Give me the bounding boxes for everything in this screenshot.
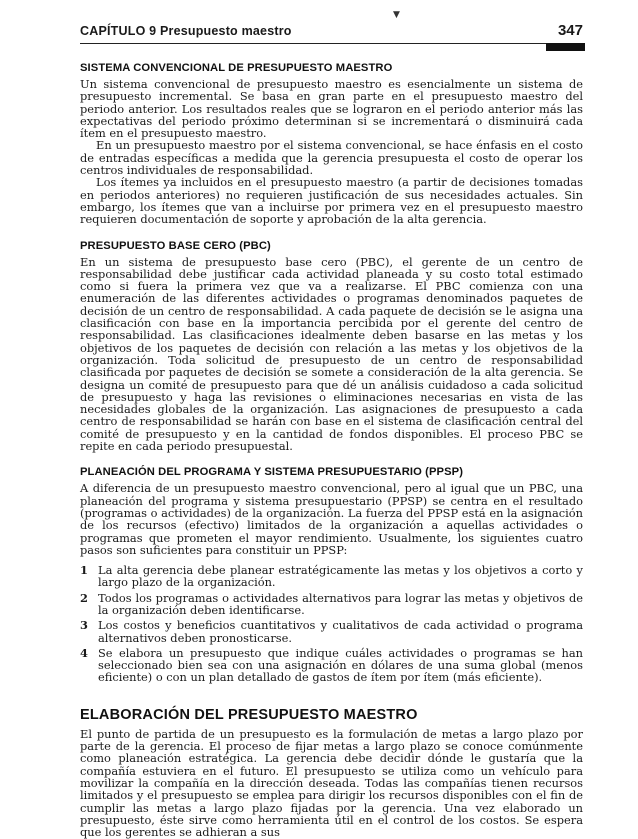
list-number: 3 [80,618,88,633]
list-text: Todos los programas o actividades alternativos para lograr las metas y objetivos de la organización deben identificarse. [98,590,583,617]
paragraph: Los ítemes ya incluidos en el presupuesto maestro (a partir de decisiones tomadas en periodos anteriores) no requieren justificación de sus necesidades actuales. Sin embargo, los ítemes que van a incluirse por primera vez en el presupuesto maestro requieren documentación de soporte y aprobación de la alta gerencia. [80,175,583,227]
section-heading: PRESUPUESTO BASE CERO (PBC) [80,239,271,252]
corner-mark: ▼ [393,10,400,20]
list-item [80,619,583,644]
list-text: La alta gerencia debe planear estratégicamente las metas y los objetivos a corto y largo plazo de la organización. [98,563,583,590]
section-heading: PLANEACIÓN DEL PROGRAMA Y SISTEMA PRESUPUESTARIO (PPSP) [80,466,464,479]
running-header [80,24,585,54]
paragraph: En un sistema de presupuesto base cero (PBC), el gerente de un centro de responsabilidad debe justificar cada actividad planeada y su costo total estimado como si fuera la primera vez que va a realizarse. El PBC comienza con una enumeración de las diferentes actividades o programas denominados paquetes de decisión de un centro de responsabilidad. A cada paquete de decisión se le asigna una clasificación con base en la importancia percibida por el gerente del centro de responsabilidad. Las clasificaciones idealmente deben basarse en las metas y los objetivos de los paquetes de decisión con relación a las metas y los objetivos de la organización. Toda solicitud de presupuesto de un centro de responsabilidad clasificada por paquetes de decisión se somete a consideración de la alta gerencia. Se designa un comité de presupuesto para que dé un análisis cuidadoso a cada solicitud de presupuesto y haga las revisiones o eliminaciones necesarias en vista de las necesidades globales de la organización. Las asignaciones de presupuesto a cada centro de responsabilidad se harán con base en el sistema de clasificación central del comité de presupuesto y en la cantidad de fondos disponibles. El proceso PBC se repite en cada periodo presupuestal. [80,254,583,454]
paragraph: A diferencia de un presupuesto maestro convencional, pero al igual que un PBC, una planeación del programa y sistema presupuestario (PPSP) se centra en el resultado (programas o actividades) de la organización. La fuerza del PPSP está en la asignación de los recursos (efectivo) limitados de la organización a aquellas actividades o programas que prometen el mayor rendimiento. Usualmente, los siguientes cuatro pasos son suficientes para constituir un PPSP: [80,481,584,557]
steps-list [80,564,583,684]
list-number: 1 [80,563,88,578]
chapter-title: CAPÍTULO 9 Presupuesto maestro [80,24,292,38]
list-item [80,647,583,684]
list-item [80,592,583,617]
list-item [80,564,583,589]
list-number: 4 [80,645,88,660]
list-number: 2 [80,590,88,605]
header-rule [80,43,585,44]
section-heading: SISTEMA CONVENCIONAL DE PRESUPUESTO MAESTRO [80,62,393,74]
thumb-tab [546,43,585,51]
page-number: 347 [557,22,583,39]
major-heading: ELABORACIÓN DEL PRESUPUESTO MAESTRO [80,706,418,723]
paragraph: El punto de partida de un presupuesto es la formulación de metas a largo plazo por parte de la gerencia. El proceso de fijar metas a largo plazo se conoce comúnmente como planeación estratégica. La gerencia debe decidir dónde le gustaría que la compañía estuviera en el futuro. El presupuesto se utiliza como un vehículo para movilizar la compañía en la dirección deseada. Todas las compañías tienen recursos limitados y el presupuesto se emplea para dirigir los recursos disponibles con el fin de cumplir las metas a largo plazo fijadas por la gerencia. Una vez elaborado un presupuesto, éste sirve como herramienta útil en el control de los costos. Se espera que los gerentes se adhieran a sus [80,726,583,839]
paragraph: En un presupuesto maestro por el sistema convencional, se hace énfasis en el costo de entradas específicas a medida que la gerencia presupuesta el costo de operar los centros individuales de responsabilidad. [80,138,583,178]
list-text: Se elabora un presupuesto que indique cuáles actividades o programas se han seleccionado bien sea con una asignación en dólares de una suma global (menos eficiente) o con un plan detallado de gastos de ítem por ítem (más eficiente). [98,645,583,685]
list-text: Los costos y beneficios cuantitativos y cualitativos de cada actividad o programa alternativos deben pronosticarse. [98,618,583,645]
paragraph: Un sistema convencional de presupuesto maestro es esencialmente un sistema de presupuesto incremental. Se basa en gran parte en el presupuesto maestro del periodo anterior. Los resultados reales que se lograron en el periodo anterior más las expectativas del periodo próximo determinan si se incrementará o disminuirá cada ítem en el presupuesto maestro. [80,77,583,141]
page-body [80,62,583,838]
